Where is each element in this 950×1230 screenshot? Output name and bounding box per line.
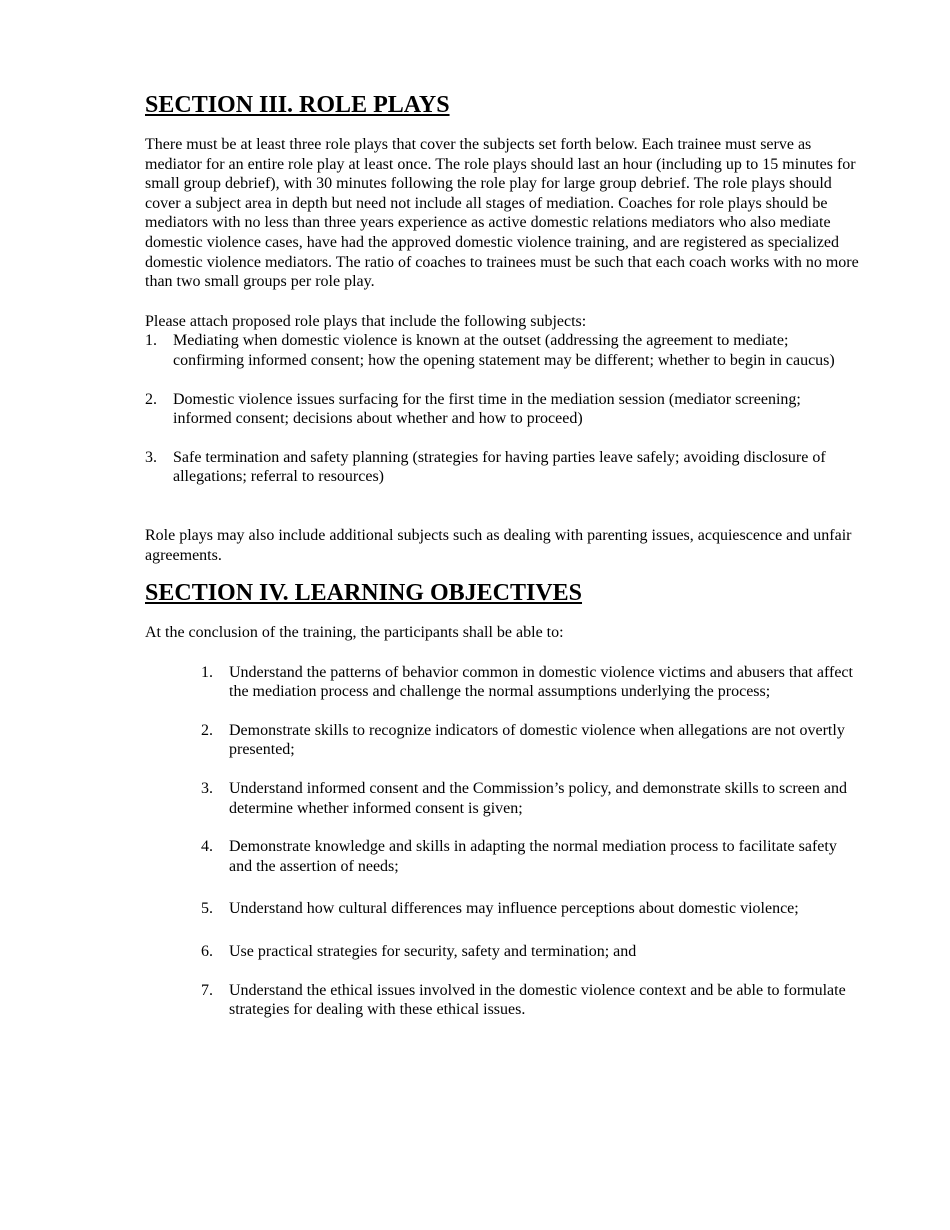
list-item-text: Understand how cultural differences may influence perceptions about domestic violence; [229, 900, 799, 918]
list-item [201, 779, 861, 818]
list-item-text: Understand the ethical issues involved in the domestic violence context and be able to formulate strategies for dealing with these ethical issues. [229, 981, 846, 1019]
section-4-intro: At the conclusion of the training, the participants shall be able to: [145, 624, 564, 642]
list-item-number: 1. [201, 663, 213, 681]
list-item-text: Demonstrate knowledge and skills in adapting the normal mediation process to facilitate safety and the assertion of needs; [229, 838, 837, 875]
list-item [145, 331, 861, 370]
list-item-text: Use practical strategies for security, safety and termination; and [229, 943, 637, 961]
attach-line: Please attach proposed role plays that include the following subjects: [145, 312, 587, 330]
list-item [201, 721, 861, 760]
list-item [201, 899, 861, 919]
list-item-text: Understand informed consent and the Commission’s policy, and demonstrate skills to screen and determine whether informed consent is given; [229, 780, 847, 817]
list-item-number: 1. [145, 332, 157, 350]
list-item-text: Domestic violence issues surfacing for the first time in the mediation session (mediator screening; informed consent; decisions about whether and how to proceed) [173, 390, 801, 428]
subjects-list [145, 331, 861, 487]
list-item-number: 4. [201, 838, 213, 856]
list-item [201, 837, 861, 876]
list-item [201, 942, 861, 962]
list-item [145, 448, 861, 487]
list-item-text: Safe termination and safety planning (strategies for having parties leave safely; avoiding disclosure of allegations; referral to resources) [173, 448, 826, 486]
section-4-heading: SECTION IV. LEARNING OBJECTIVES [145, 580, 583, 607]
list-item-number: 6. [201, 943, 213, 961]
additional-subjects: Role plays may also include additional subjects such as dealing with parenting issues, acquiescence and unfair agreements. [145, 526, 852, 564]
list-item [201, 981, 861, 1020]
list-item [201, 663, 861, 702]
section-3-heading: SECTION III. ROLE PLAYS [145, 92, 450, 118]
list-item-number: 3. [201, 780, 213, 798]
list-item-text: Understand the patterns of behavior common in domestic violence victims and abusers that affect the mediation process and challenge the normal assumptions underlying the process; [229, 663, 853, 701]
list-item [145, 390, 861, 429]
list-item-text: Demonstrate skills to recognize indicators of domestic violence when allegations are not overtly presented; [229, 721, 845, 759]
list-item-number: 2. [201, 721, 213, 739]
list-item-text: Mediating when domestic violence is known at the outset (addressing the agreement to mediate; confirming informed consent; how the opening statement may be different; whether to begin in caucus) [173, 332, 835, 369]
objectives-list [145, 663, 861, 1020]
list-item-number: 7. [201, 981, 213, 999]
document-page [145, 92, 861, 1020]
list-item-number: 5. [201, 900, 213, 918]
list-item-number: 3. [145, 448, 157, 466]
list-item-number: 2. [145, 390, 157, 408]
section-3-intro: There must be at least three role plays that cover the subjects set forth below. Each trainee must serve as mediator for an entire role play at least once. The role plays should last an hour (including up to 15 minutes for small group debrief), with 30 minutes following the role play for large group debrief. The role plays should cover a subject area in depth but need not include all stages of mediation. Coaches for role plays should be mediators with no less than three years experience as active domestic relations mediators who also mediate domestic violence cases, have had the approved domestic violence training, and are registered as specialized domestic violence mediators. The ratio of coaches to trainees must be such that each coach works with no more than two small groups per role play. [145, 136, 859, 291]
